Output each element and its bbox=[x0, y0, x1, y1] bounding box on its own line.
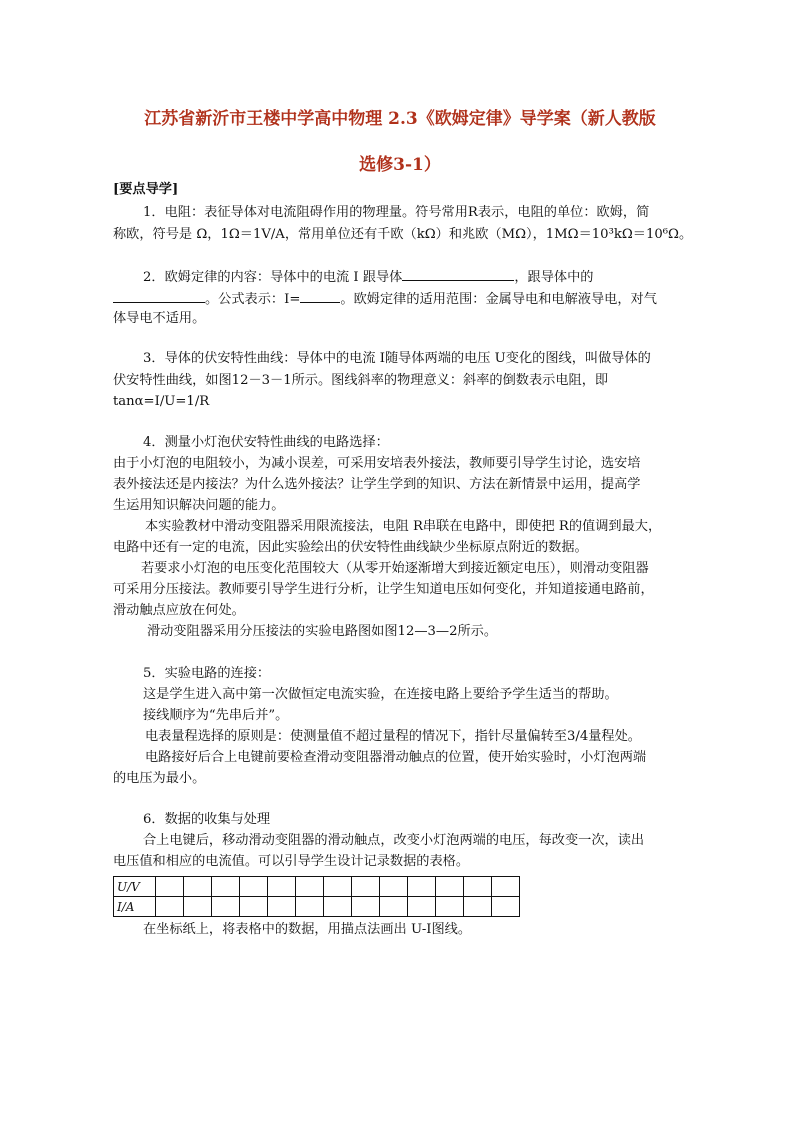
table-cell[interactable] bbox=[436, 877, 464, 897]
paragraph-5-line-1: 5．实验电路的连接： bbox=[143, 666, 271, 681]
paragraph-4-line-8: 可采用分压接法。教师要引导学生进行分析，让学生知道电压如何变化，并知道接通电路前， bbox=[113, 582, 654, 597]
paragraph-2-line-1 bbox=[143, 266, 593, 288]
table-cell[interactable] bbox=[436, 897, 464, 917]
paragraph-4-line-10: 滑动变阻器采用分压接法的实验电路图如图12—3—2所示。 bbox=[147, 624, 498, 639]
paragraph-2-text-a: 2．欧姆定律的内容：导体中的电流 I 跟导体 bbox=[143, 270, 403, 285]
paragraph-3-line-2: 伏安特性曲线，如图12－3－1所示。图线斜率的物理意义：斜率的倒数表示电阻，即 bbox=[113, 373, 609, 388]
paragraph-2-text-b: ，跟导体中的 bbox=[514, 270, 594, 285]
paragraph-3-line-1: 3．导体的伏安特性曲线：导体中的电流 I随导体两端的电压 U变化的图线，叫做导体的 bbox=[143, 351, 651, 366]
fill-blank-1[interactable] bbox=[402, 266, 514, 281]
table-cell[interactable] bbox=[380, 877, 408, 897]
paragraph-2-line-2 bbox=[113, 288, 657, 310]
fill-blank-3[interactable] bbox=[300, 288, 340, 303]
paragraph-5-line-3: 接线顺序为“先串后并”。 bbox=[143, 708, 289, 723]
table-row bbox=[114, 897, 520, 917]
table-cell[interactable] bbox=[268, 897, 296, 917]
fill-blank-2[interactable] bbox=[113, 288, 205, 303]
paragraph-5-line-5: 电路接好后合上电键前要检查滑动变阻器滑动触点的位置，使开始实验时，小灯泡两端 bbox=[145, 750, 647, 765]
paragraph-2-text-d: 。欧姆定律的适用范围：金属导电和电解液导电，对气 bbox=[340, 292, 657, 307]
paragraph-4-line-1: 4．测量小灯泡伏安特性曲线的电路选择： bbox=[143, 435, 389, 450]
document-title-line2: 选修3-1） bbox=[359, 155, 441, 175]
table-cell[interactable] bbox=[212, 897, 240, 917]
table-cell[interactable] bbox=[408, 877, 436, 897]
table-cell[interactable] bbox=[296, 897, 324, 917]
table-cell[interactable] bbox=[352, 897, 380, 917]
paragraph-4-line-3: 表外接法还是内接法？为什么选外接法？让学生学到的知识、方法在新情景中运用，提高学 bbox=[113, 477, 641, 492]
paragraph-6-line-3: 电压值和相应的电流值。可以引导学生设计记录数据的表格。 bbox=[113, 854, 470, 869]
paragraph-6-line-2: 合上电键后，移动滑动变阻器的滑动触点，改变小灯泡两端的电压，每改变一次，读出 bbox=[143, 833, 645, 848]
table-cell[interactable] bbox=[324, 877, 352, 897]
section-heading: [要点导学] bbox=[113, 182, 179, 197]
paragraph-1-line-1: 1．电阻：表征导体对电流阻碍作用的物理量。符号常用R表示，电阻的单位：欧姆，简 bbox=[143, 205, 650, 220]
table-cell[interactable] bbox=[156, 877, 184, 897]
table-cell[interactable] bbox=[184, 897, 212, 917]
table-cell[interactable] bbox=[240, 877, 268, 897]
table-cell[interactable] bbox=[492, 877, 520, 897]
paragraph-4-line-7: 若要求小灯泡的电压变化范围较大（从零开始逐渐增大到接近额定电压），则滑动变阻器 bbox=[141, 561, 649, 576]
paragraph-4-line-2: 由于小灯泡的电阻较小，为减小误差，可采用安培表外接法，教师要引导学生讨论，选安培 bbox=[113, 456, 641, 471]
document-title-line1: 江苏省新沂市王楼中学高中物理 2.3《欧姆定律》导学案（新人教版 bbox=[144, 109, 656, 129]
table-cell[interactable] bbox=[380, 897, 408, 917]
table-cell[interactable] bbox=[184, 877, 212, 897]
table-cell[interactable] bbox=[212, 877, 240, 897]
table-cell[interactable] bbox=[492, 897, 520, 917]
paragraph-6-line-1: 6．数据的收集与处理 bbox=[143, 812, 271, 827]
table-cell[interactable] bbox=[408, 897, 436, 917]
paragraph-6-after-table: 在坐标纸上，将表格中的数据，用描点法画出 U-I图线。 bbox=[143, 922, 472, 937]
table-cell[interactable] bbox=[464, 897, 492, 917]
paragraph-3-line-3: tanα=I/U=1/R bbox=[113, 394, 210, 409]
row-label-current: I/A bbox=[114, 897, 156, 917]
paragraph-4-line-9: 滑动触点应放在何处。 bbox=[113, 603, 245, 618]
paragraph-5-line-6: 的电压为最小。 bbox=[113, 771, 206, 786]
paragraph-2-line-3: 体导电不适用。 bbox=[113, 311, 206, 326]
paragraph-2-text-c: 。公式表示：I= bbox=[205, 292, 301, 307]
table-cell[interactable] bbox=[240, 897, 268, 917]
table-cell[interactable] bbox=[268, 877, 296, 897]
paragraph-5-line-4: 电表量程选择的原则是：使测量值不超过量程的情况下，指针尽量偏转至3/4量程处。 bbox=[145, 729, 641, 744]
paragraph-4-line-4: 生运用知识解决问题的能力。 bbox=[113, 498, 285, 513]
table-cell[interactable] bbox=[296, 877, 324, 897]
table-cell[interactable] bbox=[464, 877, 492, 897]
table-cell[interactable] bbox=[352, 877, 380, 897]
row-label-voltage: U/V bbox=[114, 877, 156, 897]
data-record-table bbox=[113, 876, 520, 917]
paragraph-1-line-2: 称欧，符号是 Ω，1Ω＝1V/A，常用单位还有千欧（kΩ）和兆欧（MΩ），1MΩ＝10³kΩ＝10⁶Ω。 bbox=[113, 227, 693, 242]
table-cell[interactable] bbox=[324, 897, 352, 917]
table-row bbox=[114, 877, 520, 897]
paragraph-5-line-2: 这是学生进入高中第一次做恒定电流实验，在连接电路上要给予学生适当的帮助。 bbox=[143, 687, 618, 702]
paragraph-4-line-6: 电路中还有一定的电流，因此实验绘出的伏安特性曲线缺少坐标原点附近的数据。 bbox=[113, 540, 588, 555]
paragraph-4-line-5: 本实验教材中滑动变阻器采用限流接法，电阻 R串联在电路中，即使把 R的值调到最大， bbox=[145, 519, 662, 534]
table-cell[interactable] bbox=[156, 897, 184, 917]
